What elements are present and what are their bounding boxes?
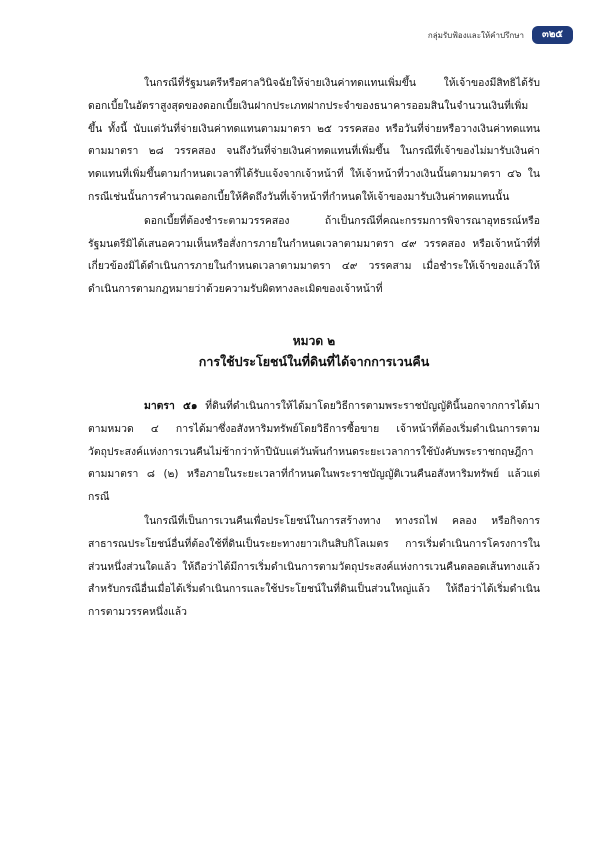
- paragraph-interest-liability: ดอกเบี้ยที่ต้องชำระตามวรรคสอง ถ้าเป็นกรณีที่คณะกรรมการพิจารณาอุทธรณ์หรือรัฐมนตรีมิได้เสนอความเห็นหรือสั่งการภายในกำหนดเวลาตามมาตรา ๔๙ วรรคสอง หรือเจ้าหน้าที่ที่เกี่ยวข้องมิได้ดำเนินการภายในกำหนดเวลาตามมาตรา ๔๙ วรรคสาม เมื่อชำระให้เจ้าของแล้วให้ดำเนินการตามกฎหมายว่าด้วยความรับผิดทางละเมิดของเจ้าหน้าที่: [88, 214, 540, 296]
- page-header: [428, 26, 573, 44]
- chapter-heading: [88, 331, 540, 373]
- section-label: มาตรา ๕๑: [144, 399, 198, 412]
- header-group-label: กลุ่มรับฟ้องและให้คำปรึกษา: [427, 30, 524, 40]
- section-51: [88, 395, 540, 624]
- page-number-badge: ๓๒๕: [532, 26, 573, 44]
- section-51-paragraph-2: ในกรณีที่เป็นการเวนคืนเพื่อประโยชน์ในการสร้างทาง ทางรถไฟ คลอง หรือกิจการสาธารณประโยชน์อื่นที่ต้องใช้ที่ดินเป็นระยะทางยาวเกินสิบกิโลเมตร การเริ่มดำเนินการโครงการในส่วนหนึ่งส่วนใดแล้ว ให้ถือว่าได้มีการเริ่มดำเนินการตามวัตถุประสงค์แห่งการเวนคืนตลอดเส้นทางแล้ว สำหรับกรณีอื่นเมื่อได้เริ่มดำเนินการและใช้ประโยชน์ในที่ดินเป็นส่วนใหญ่แล้ว ให้ถือว่าได้เริ่มดำเนินการตามวรรคหนึ่งแล้ว: [88, 514, 540, 619]
- document-body: [88, 72, 540, 625]
- section-51-text: ที่ดินที่ดำเนินการให้ได้มาโดยวิธีการตามพระราชบัญญัตินี้นอกจากการได้มาตามหมวด ๔ การได้มาซึ่งอสังหาริมทรัพย์โดยวิธีการซื้อขาย เจ้าหน้าที่ต้องเริ่มดำเนินการตามวัตถุประสงค์แห่งการเวนคืนไม่ช้ากว่าห้าปีนับแต่วันพ้นกำหนดระยะเวลาการใช้บังคับพระราชกฤษฎีกาตามมาตรา ๘ (๒) หรือภายในระยะเวลาที่กำหนดในพระราชบัญญัติเวนคืนอสังหาริมทรัพย์ แล้วแต่กรณี: [88, 399, 540, 504]
- chapter-number: หมวด ๒: [292, 333, 336, 348]
- section-51-paragraph-1: [88, 395, 540, 509]
- chapter-title: การใช้ประโยชน์ในที่ดินที่ได้จากการเวนคืน: [198, 353, 430, 369]
- paragraph-interest-increase: ในกรณีที่รัฐมนตรีหรือศาลวินิจฉัยให้จ่ายเงินค่าทดแทนเพิ่มขึ้น ให้เจ้าของมีสิทธิได้รับดอกเบี้ยในอัตราสูงสุดของดอกเบี้ยเงินฝากประเภทฝากประจำของธนาคารออมสินในจำนวนเงินที่เพิ่มขึ้น ทั้งนี้ นับแต่วันที่จ่ายเงินค่าทดแทนตามมาตรา ๒๕ วรรคสอง หรือวันที่จ่ายหรือวางเงินค่าทดแทนตามมาตรา ๒๘ วรรคสอง จนถึงวันที่จ่ายเงินค่าทดแทนที่เพิ่มขึ้น ในกรณีที่เจ้าของไม่มารับเงินค่าทดแทนที่เพิ่มขึ้นตามกำหนดเวลาที่ได้รับแจ้งจากเจ้าหน้าที่ ให้เจ้าหน้าที่วางเงินนั้นตามมาตรา ๔๖ ในกรณีเช่นนั้นการคำนวณดอกเบี้ยให้คิดถึงวันที่เจ้าหน้าที่กำหนดให้เจ้าของมารับเงินค่าทดแทนนั้น: [88, 77, 540, 203]
